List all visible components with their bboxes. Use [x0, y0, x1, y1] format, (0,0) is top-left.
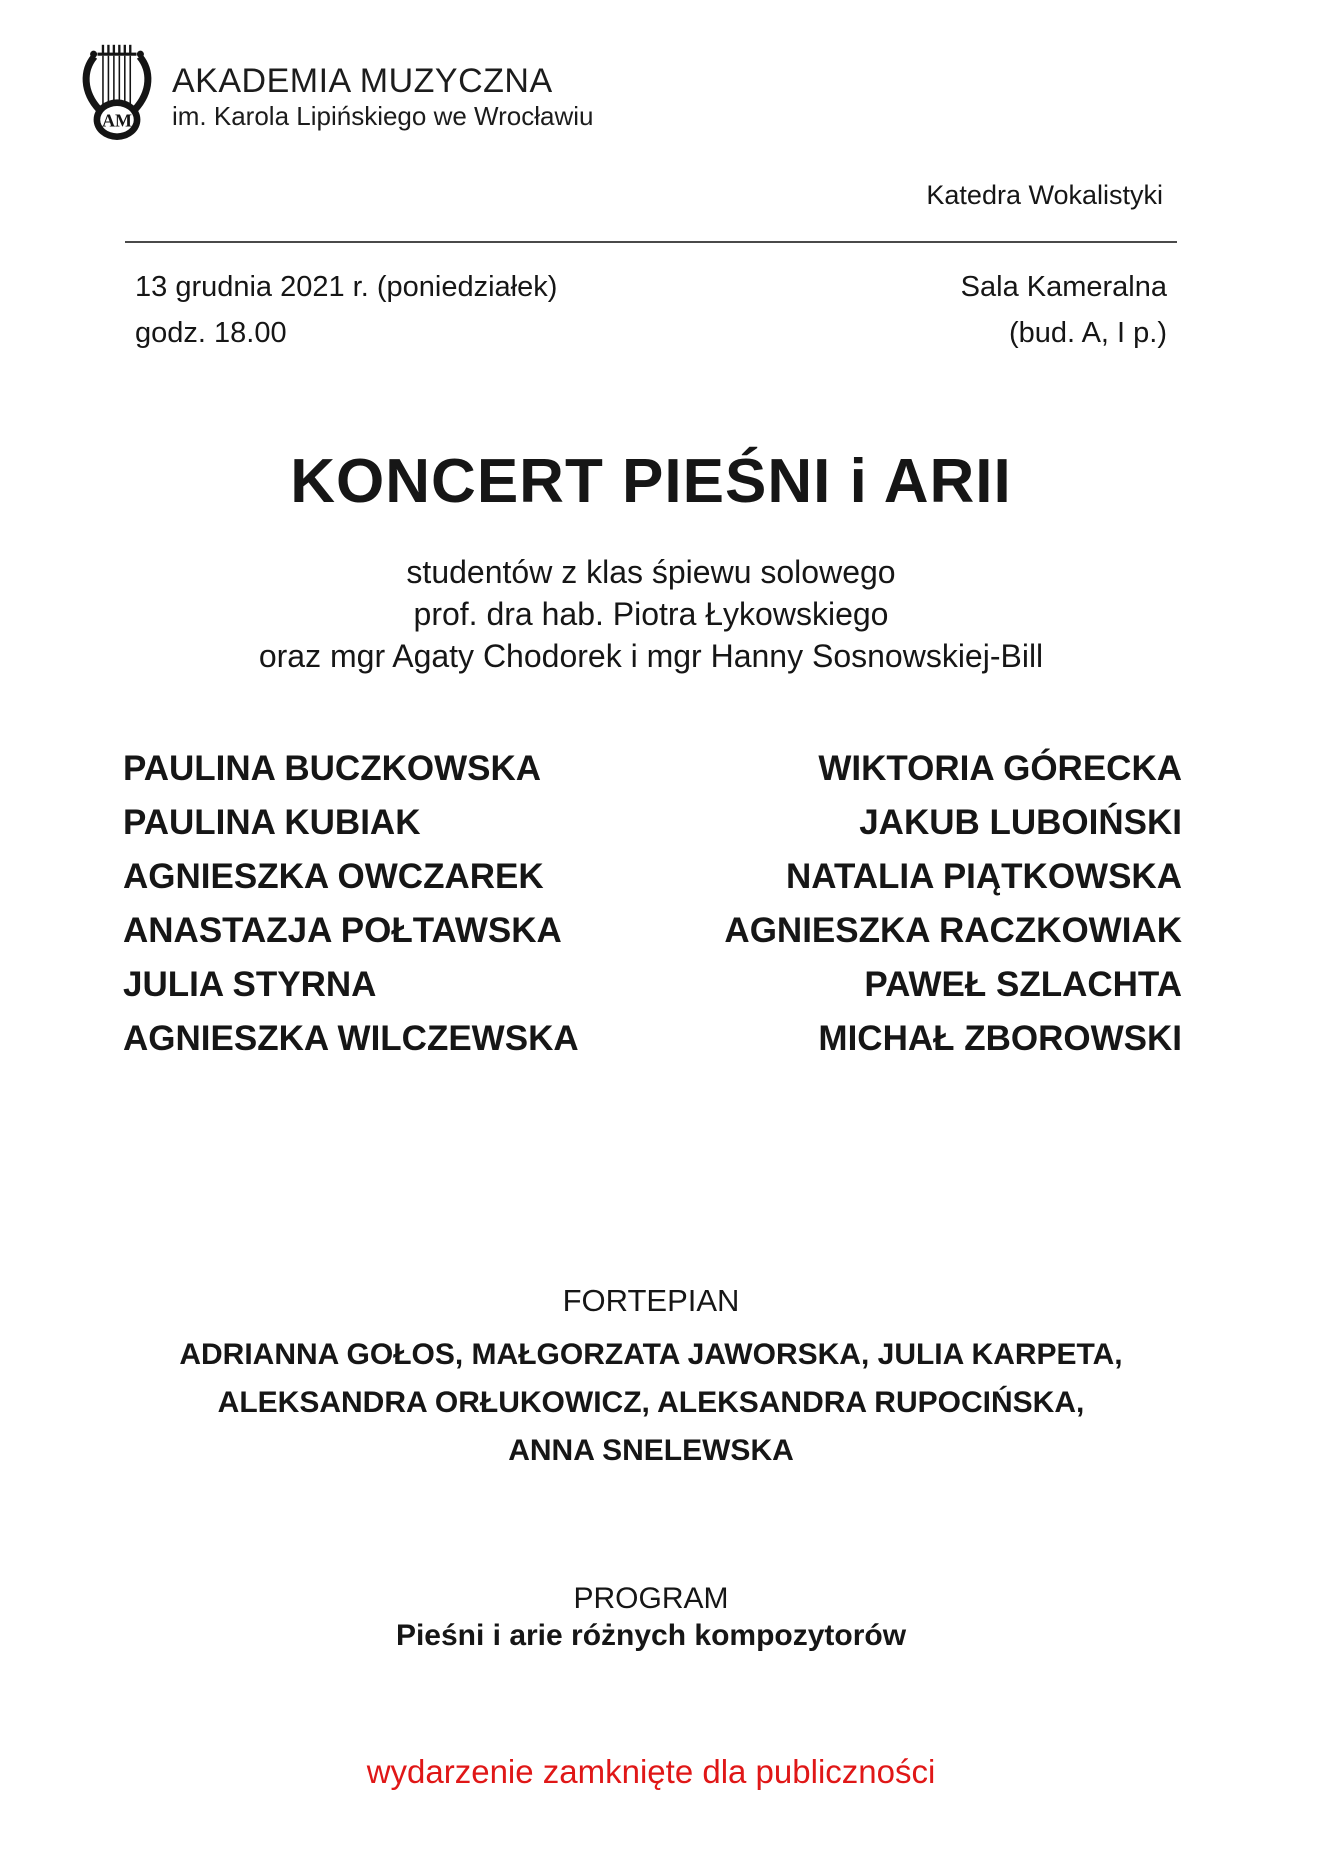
program-description: Pieśni i arie różnych kompozytorów: [395, 1619, 907, 1652]
event-date: 13 grudnia 2021 r. (poniedziałek): [135, 271, 558, 303]
performer-name: JULIA STYRNA: [123, 965, 377, 1004]
performer-name: AGNIESZKA OWCZAREK: [123, 857, 544, 896]
performer-row: [123, 850, 1182, 904]
closed-event-notice: wydarzenie zamknięte dla publiczności: [366, 1753, 936, 1790]
event-venue-detail: (bud. A, I p.): [1009, 317, 1167, 349]
academy-logo: [78, 42, 593, 142]
performer-name: JAKUB LUBOIŃSKI: [859, 803, 1182, 842]
performer-row: [123, 958, 1182, 1012]
header-divider: [125, 241, 1177, 243]
pianist-names-line: ADRIANNA GOŁOS, MAŁGORZATA JAWORSKA, JULIA KARPETA,: [179, 1338, 1123, 1371]
subtitle-line: oraz mgr Agaty Chodorek i mgr Hanny Sosnowskiej-Bill: [258, 638, 1044, 674]
performer-name: PAULINA BUCZKOWSKA: [123, 749, 542, 788]
concert-title: KONCERT PIEŚNI i ARII: [290, 447, 1012, 516]
performers-list: [123, 742, 1182, 1066]
pianist-names-line: ALEKSANDRA ORŁUKOWICZ, ALEKSANDRA RUPOCIŃSKA,: [217, 1386, 1085, 1419]
performer-name: PAULINA KUBIAK: [123, 803, 421, 842]
lyre-icon: [78, 42, 156, 142]
performer-name: AGNIESZKA WILCZEWSKA: [123, 1019, 579, 1058]
performer-name: NATALIA PIĄTKOWSKA: [786, 857, 1182, 896]
performer-name: AGNIESZKA RACZKOWIAK: [724, 911, 1182, 950]
subtitle-line: prof. dra hab. Piotra Łykowskiego: [413, 596, 889, 632]
subtitle-line: studentów z klas śpiewu solowego: [406, 554, 896, 590]
piano-section: [125, 1283, 1177, 1475]
performer-name: ANASTAZJA POŁTAWSKA: [123, 911, 562, 950]
event-venue: Sala Kameralna: [960, 271, 1167, 303]
org-subtitle: im. Karola Lipińskiego we Wrocławiu: [172, 101, 594, 131]
svg-text:AM: AM: [102, 110, 132, 131]
piano-heading: FORTEPIAN: [562, 1283, 740, 1318]
performer-name: WIKTORIA GÓRECKA: [818, 749, 1182, 788]
performer-name: PAWEŁ SZLACHTA: [864, 965, 1182, 1004]
department-label: Katedra Wokalistyki: [926, 180, 1163, 210]
concert-subtitle: [125, 551, 1177, 677]
org-name: AKADEMIA MUZYCZNA: [172, 62, 553, 100]
performer-row: [123, 1012, 1182, 1066]
performer-row: [123, 796, 1182, 850]
performer-row: [123, 742, 1182, 796]
program-section: [125, 1580, 1177, 1654]
pianist-names-line: ANNA SNELEWSKA: [508, 1434, 794, 1467]
performer-name: MICHAŁ ZBOROWSKI: [818, 1019, 1182, 1058]
event-info: [135, 264, 1167, 356]
program-heading: PROGRAM: [573, 1582, 729, 1615]
event-time: godz. 18.00: [135, 317, 287, 349]
performer-row: [123, 904, 1182, 958]
